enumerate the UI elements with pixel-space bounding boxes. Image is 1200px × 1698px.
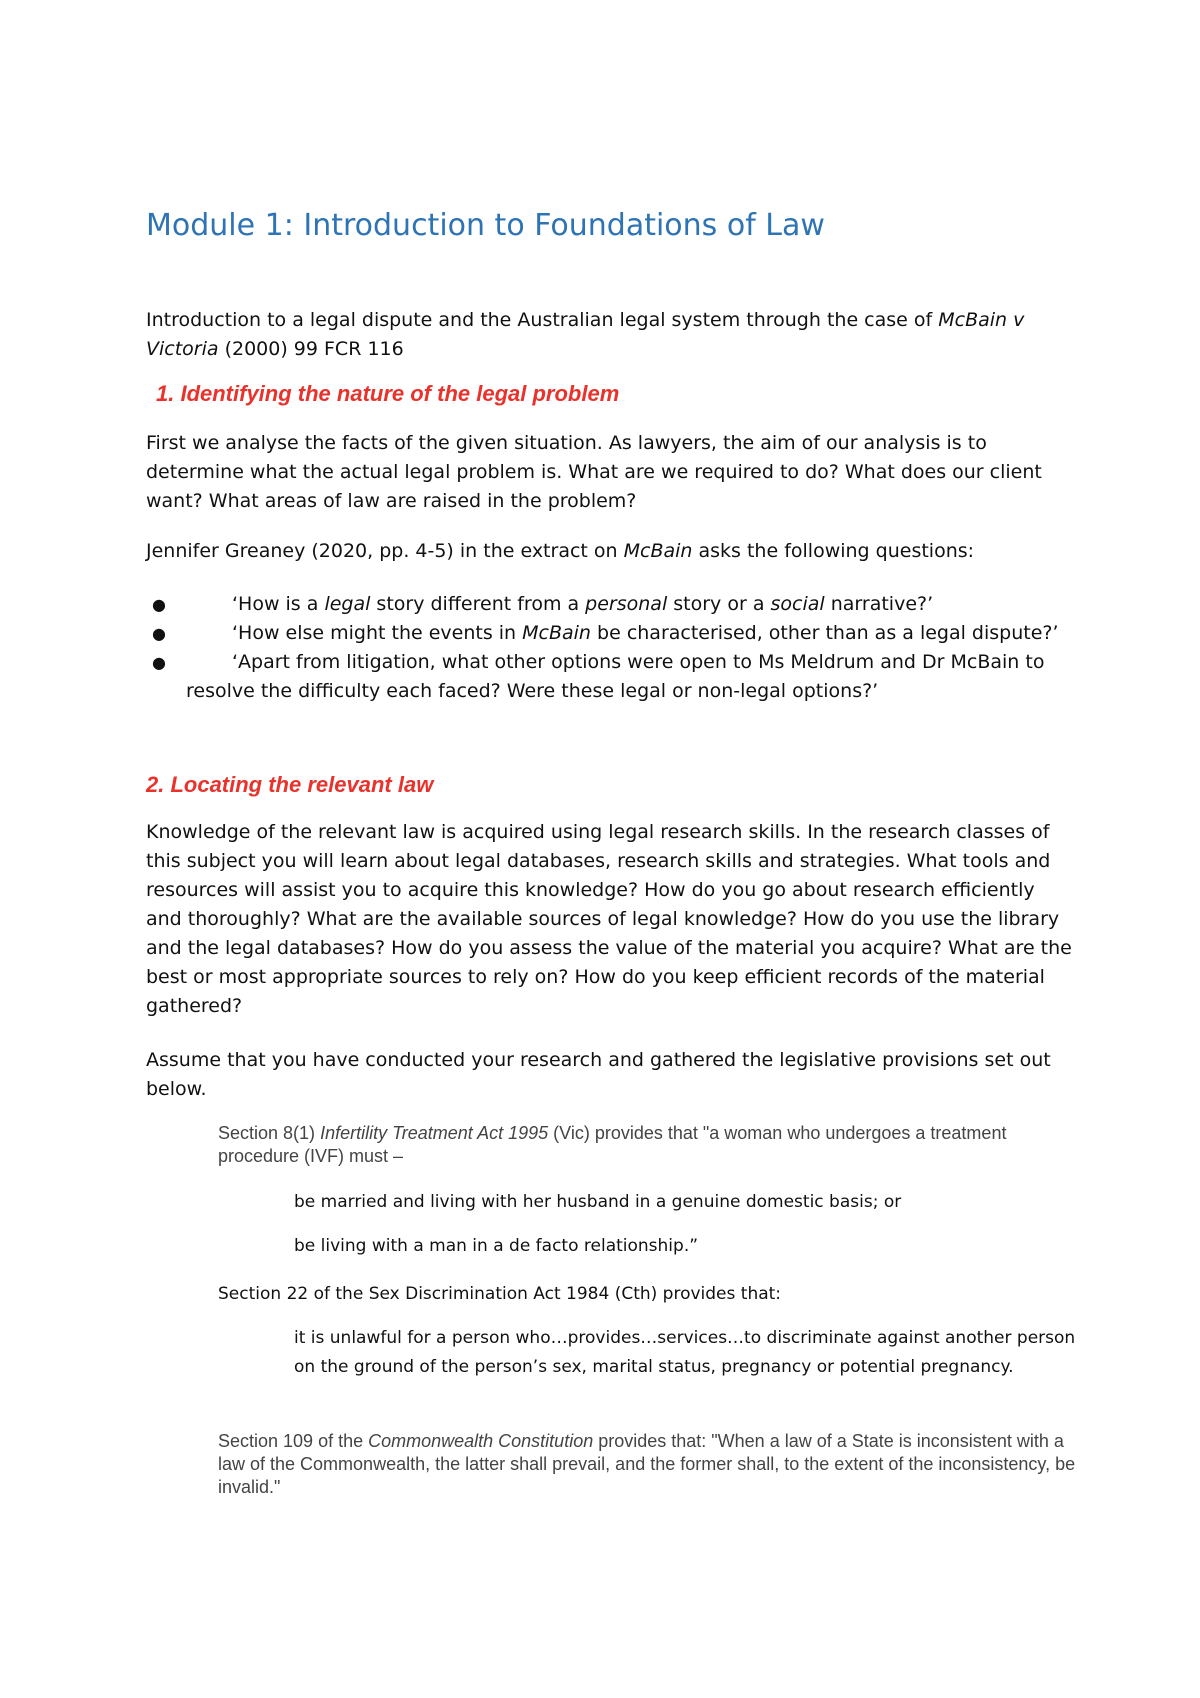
questions-list [146, 590, 1076, 706]
page-title: Module 1: Introduction to Foundations of Law [146, 208, 825, 243]
section-8-item-2: be living with a man in a de facto relationship.” [294, 1236, 699, 1256]
section-22-intro: Section 22 of the Sex Discrimination Act 1984 (Cth) provides that: [218, 1284, 782, 1304]
intro-case-name: McBain v Victoria [146, 309, 1025, 360]
list-item-text: ‘Apart from litigation, what other options were open to Ms Meldrum and Dr McBain to resolve the difficulty each faced? Were these legal or non-legal options?’ [186, 651, 1045, 702]
section-8-item-1: be married and living with her husband in a genuine domestic basis; or [294, 1192, 902, 1212]
section-22-quote: it is unlawful for a person who…provides…services…to discriminate against another person on the ground of the person’s sex, marital status, pregnancy or potential pregnancy. [294, 1328, 1076, 1377]
greaney-paragraph [146, 537, 1076, 566]
greaney-case-name: McBain [623, 540, 693, 562]
list-item-text: ‘How else might the events in McBain be characterised, other than as a legal dispute?’ [232, 622, 1059, 644]
bullet-icon: ● [152, 653, 166, 672]
list-item [146, 648, 1076, 706]
section-1-heading: 1. Identifying the nature of the legal problem [156, 381, 620, 406]
greaney-text-end: asks the following questions: [692, 540, 975, 562]
section-2-heading: 2. Locating the relevant law [146, 772, 434, 797]
assume-paragraph: Assume that you have conducted your research and gathered the legislative provisions set out below. [146, 1049, 1051, 1100]
intro-citation: (2000) 99 FCR 116 [218, 338, 404, 360]
greaney-text: Jennifer Greaney (2020, pp. 4-5) in the extract on [146, 540, 624, 562]
list-item [146, 619, 1076, 648]
bullet-icon: ● [152, 595, 166, 614]
list-item [146, 590, 1076, 619]
section-109-quote: Section 109 of the Commonwealth Constitution provides that: "When a law of a State is inconsistent with a law of the Commonwealth, the latter shall prevail, and the former shall, to the extent of the inconsistency, be invalid." [218, 1431, 1076, 1497]
section-2-paragraph: Knowledge of the relevant law is acquired using legal research skills. In the research classes of this subject you will learn about legal databases, research skills and strategies. What tools and resources will assist you to acquire this knowledge? How do you go about research efficiently and thoroughly? What are the available sources of legal knowledge? How do you use the library and the legal databases? How do you assess the value of the material you acquire? What are the best or most appropriate sources to rely on? How do you keep efficient records of the material gathered? [146, 821, 1072, 1017]
section-1-paragraph: First we analyse the facts of the given situation. As lawyers, the aim of our analysis is to determine what the actual legal problem is. What are we required to do? What does our client want? What areas of law are raised in the problem? [146, 432, 1042, 512]
intro-text: Introduction to a legal dispute and the Australian legal system through the case of [146, 309, 939, 331]
section-8-quote: Section 8(1) Infertility Treatment Act 1995 (Vic) provides that "a woman who undergoes a treatment procedure (IVF) must – [218, 1123, 1007, 1166]
bullet-icon: ● [152, 624, 166, 643]
intro-paragraph [146, 306, 1076, 364]
list-item-text: ‘How is a legal story different from a personal story or a social narrative?’ [232, 593, 934, 615]
